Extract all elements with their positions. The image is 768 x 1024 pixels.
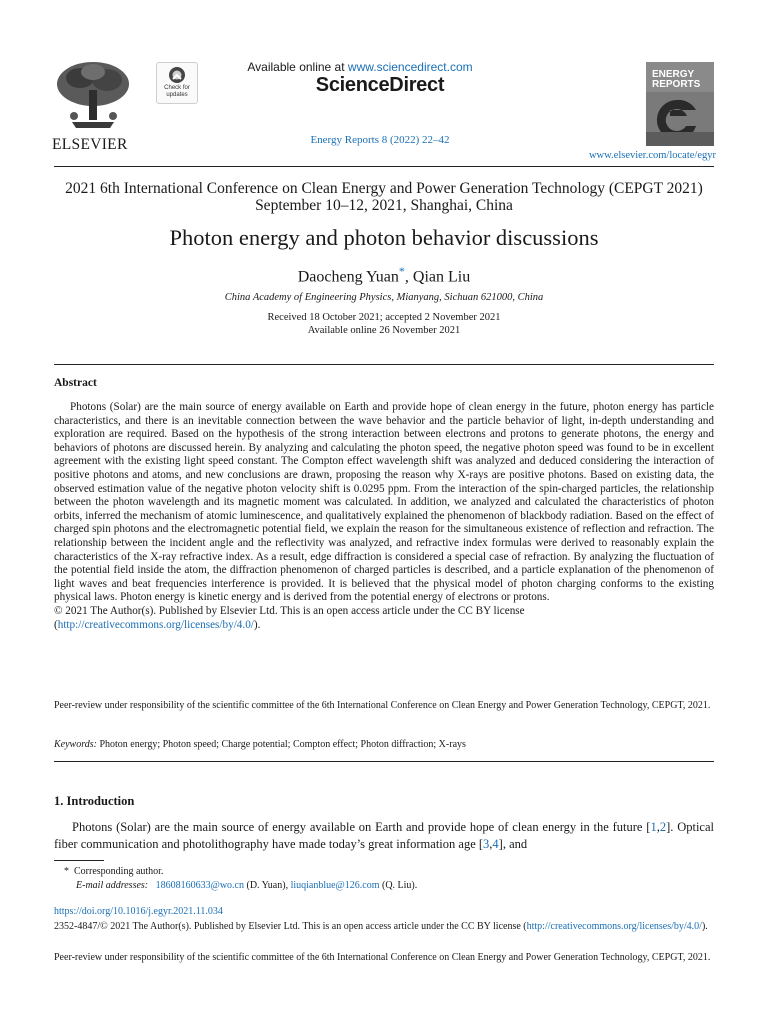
email-yuan-link[interactable]: 18608160633@wo.cn: [155, 880, 244, 891]
abstract-bottom-rule: [54, 761, 714, 762]
citation-2[interactable]: 2: [659, 820, 667, 834]
paper-title: Photon energy and photon behavior discussions: [169, 225, 599, 250]
keywords-text: Photon energy; Photon speed; Charge potential; Compton effect; Photon diffraction; X-rays: [96, 739, 466, 750]
received-dates: Received 18 October 2021; accepted 2 November 2021: [267, 312, 501, 323]
author-yuan: Daocheng Yuan: [297, 268, 399, 286]
sciencedirect-brand[interactable]: ScienceDirect: [315, 74, 445, 96]
footnote-corresponding: Corresponding author.: [74, 866, 164, 877]
abstract-license-link[interactable]: http://creativecommons.org/licenses/by/4.0/: [57, 618, 254, 631]
corresponding-footnote: [64, 866, 163, 877]
authors-line: [54, 263, 714, 286]
email-yuan-name: (D. Yuan),: [244, 880, 291, 891]
abstract-copyright: [54, 605, 714, 632]
conference-line: 2021 6th International Conference on Clean Energy and Power Generation Technology (CEPGT 2021) September 10–12, 2021, Shanghai, China: [65, 180, 703, 214]
sciencedirect-link[interactable]: www.sciencedirect.com: [347, 60, 473, 74]
intro-comma-1: ,: [656, 820, 660, 834]
email-liu-link[interactable]: liuqianblue@126.com: [290, 880, 380, 891]
intro-text-1: Photons (Solar) are the main source of energy available on Earth and provide hope of clean energy in the future [: [72, 820, 651, 834]
available-online-date: Available online 26 November 2021: [307, 325, 461, 336]
email-footnote: [76, 880, 417, 891]
elsevier-tree-icon: [52, 60, 134, 130]
bottom-license-text: 2352-4847/© 2021 The Author(s). Published by Elsevier Ltd. This is an open access article under the CC BY license (: [54, 921, 527, 932]
license-open-paren: (: [54, 618, 58, 631]
bottom-license-link[interactable]: http://creativecommons.org/licenses/by/4.0/: [526, 921, 702, 932]
citation-4[interactable]: 4: [492, 837, 499, 851]
keywords-label: Keywords:: [54, 739, 97, 750]
footnote-mark: *: [64, 866, 69, 877]
introduction-paragraph: [54, 819, 714, 853]
available-online-line: [180, 60, 540, 74]
email-label: E-mail addresses:: [76, 880, 149, 891]
doi-link[interactable]: https://doi.org/10.1016/j.egyr.2021.11.034: [54, 906, 223, 917]
cover-title-line1: ENERGY: [652, 69, 695, 80]
citation-1[interactable]: 1: [650, 820, 657, 834]
citation-3[interactable]: 3: [483, 837, 490, 851]
cover-e-graphic-icon: [646, 92, 714, 146]
intro-comma-2: ,: [489, 837, 493, 851]
abstract-text: Photons (Solar) are the main source of energy available on Earth and provide hope of clean energy in the future, photon energy has particle characteristics, and there is an inevitable connection between the wave behavior and the particle behavior of light, in-depth understanding and exploration are required. Based on the hypothesis of the strong interaction between electrons and protons to generate photons, the energy and behaviors of photons are discussed herein. By analyzing and calculating the photon speed, the negative photon speed was found to be in excellent agreement with the existing light speed constant. The Compton effect wavelength shift was analyzed and deduced considering the interaction of positive photons and atoms, and new conclusions are drawn, proposing the reason why X-rays are positive photons. Based on existing data, the observed estimation value of the negative photon velocity shift is 0.0295 ppm. From the interaction of the spin-charged particles, the relationship between the photon wavelength and its magnetic moment was calculated. In addition, we analyzed and calculated the characteristics of photon orbits, inferred the mechanism of atomic luminescence, and qualitatively explained the phenomenon of blackbody radiation. Based on the effect of charged spin photons and the electromagnetic potential field, we explain the reason for the simultaneous existence of reflection and refraction. The relationship between the incident angle and the reflectivity was analyzed, and refractive index formulas were derived to reasonably explain the characteristics of the X-ray refractive index. As a result, edge diffraction is considered a special case of refraction. By analyzing the fluctuation of the potential field inside the atom, the diffraction phenomenon of charged particles is described, and a particle explanation of the phenomenon of light waves and beat frequencies interference is provided. It is believed that the physical model of photon charging conforms to the existing physical laws. Photon energy is kinetic energy and is derived from the potential energy of electrons or protons.: [54, 401, 714, 604]
corresponding-author-mark[interactable]: *: [398, 264, 405, 278]
email-liu-name: (Q. Liu).: [379, 880, 418, 891]
license-close-paren: ).: [253, 618, 261, 631]
abstract-top-rule: [54, 364, 714, 365]
abstract-body: [54, 401, 714, 632]
check-for-updates-line1: Check for: [164, 85, 190, 91]
author-liu: , Qian Liu: [404, 268, 471, 286]
affiliation: China Academy of Engineering Physics, Mianyang, Sichuan 621000, China: [224, 292, 544, 303]
intro-text-3: ], and: [498, 837, 528, 851]
header-rule: [54, 166, 714, 167]
bottom-license: [54, 920, 714, 934]
introduction-heading: 1. Introduction: [54, 794, 135, 808]
footnote-rule: [54, 860, 104, 861]
elsevier-logo[interactable]: [52, 60, 134, 153]
cover-title-line2: REPORTS: [652, 79, 701, 90]
available-online-prefix: Available online at: [247, 60, 348, 74]
bottom-license-suffix: ).: [701, 921, 708, 932]
bottom-peer-review: Peer-review under responsibility of the scientific committee of the 6th International Conference on Clean Energy and Power Generation Technology, CEPGT, 2021.: [54, 952, 711, 963]
journal-cover[interactable]: [646, 62, 714, 146]
publisher-name: ELSEVIER: [52, 136, 128, 153]
check-for-updates-line2: updates: [166, 92, 188, 98]
intro-text-2: ]. Optical fiber communication and photolithography have made today’s great information age [: [54, 820, 714, 851]
keywords-line: [54, 739, 714, 750]
journal-homepage-link[interactable]: www.elsevier.com/locate/egyr: [588, 150, 716, 161]
journal-reference[interactable]: Energy Reports 8 (2022) 22–42: [310, 134, 450, 146]
peer-review-note: Peer-review under responsibility of the scientific committee of the 6th International Conference on Clean Energy and Power Generation Technology, CEPGT, 2021.: [54, 700, 711, 711]
abstract-copyright-text: © 2021 The Author(s). Published by Elsevier Ltd. This is an open access article under the CC BY license: [54, 604, 525, 617]
abstract-heading: Abstract: [54, 377, 97, 389]
